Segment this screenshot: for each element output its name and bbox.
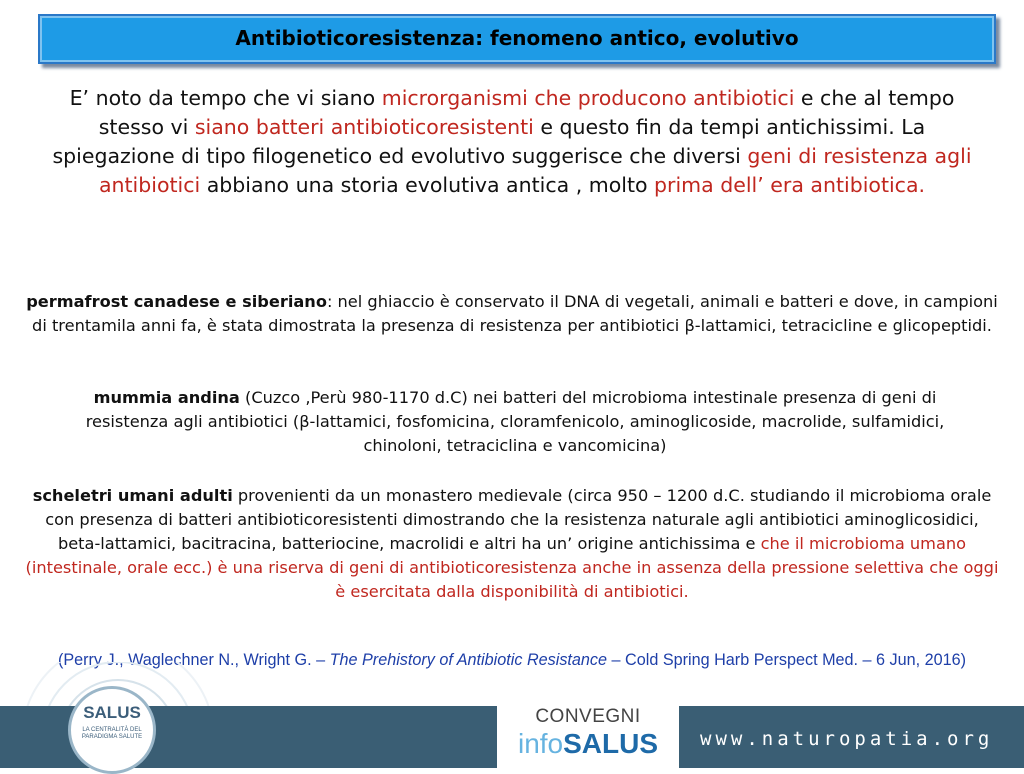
convegni-panel [497,700,679,768]
intro-highlight: siano batteri antibioticoresistenti [194,115,534,139]
skeletons-highlight: che il microbioma umano (intestinale, orale ecc.) è una riserva di geni di antibioticoresistenza anche in assenza della pressione selettiva che oggi è esercitata dalla disponibilità di antibiotici. [25,534,999,601]
reference-authors: (Perry J., Waglechner N., Wright G. – [57,651,330,669]
skeletons-paragraph [22,484,1002,604]
salus-logo [68,686,156,774]
intro-text: e che al tempo stesso vi [98,86,955,139]
website-url[interactable]: www.naturopatia.org [700,728,994,750]
infosalus-logo [497,728,679,760]
reference-title: The Prehistory of Antibiotic Resistance [329,651,608,669]
skeletons-text: provenienti da un monastero medievale (circa 950 – 1200 d.C. studiando il microbioma orale con presenza di batteri antibioticoresistenti dimostrando che la resistenza naturale agli antibiotici aminoglicosidici, beta-lattamici, bacitracina, batteriocine, macrolidi e altri ha un’ origine antichissima e [45,486,992,553]
intro-paragraph [50,84,974,200]
reference-source: – Cold Spring Harb Perspect Med. – 6 Jun, 2016) [607,651,967,669]
logo-name: SALUS [83,703,141,722]
intro-text: abbiano una storia evolutiva antica , molto [200,173,655,197]
mummy-text: (Cuzco ,Perù 980-1170 d.C) nei batteri del microbioma intestinale presenza di geni di resistenza agli antibiotici (β-lattamici, fosfomicina, cloramfenicolo, aminoglicoside, macrolide, sulfamidici, chinoloni, tetraciclina e vancomicina) [85,388,945,455]
intro-highlight: prima dell’ era antibiotica. [654,173,926,197]
mummy-heading: mummia andina [93,388,240,407]
mummy-paragraph [60,386,970,458]
permafrost-heading: permafrost canadese e siberiano [26,292,327,311]
infosalus-info: info [517,728,564,759]
intro-highlight: microrganismi che producono antibiotici [381,86,795,110]
permafrost-text: : nel ghiaccio è conservato il DNA di vegetali, animali e batteri e dove, in campioni di trentamila anni fa, è stata dimostrata la presenza di resistenza per antibiotici β-lattamici, tetracicline e glicopeptidi. [32,292,998,335]
skeletons-heading: scheletri umani adulti [32,486,233,505]
permafrost-paragraph [22,290,1002,338]
intro-highlight: geni di resistenza agli antibiotici [98,144,972,197]
slide-title: Antibioticoresistenza: fenomeno antico, evolutivo [235,26,799,50]
intro-text: e questo fin da tempi antichissimi. La spiegazione di tipo filogenetico ed evolutivo suggerisce che diversi [52,115,926,168]
intro-text: E’ noto da tempo che vi siano [69,86,382,110]
infosalus-salus: SALUS [563,728,659,759]
title-bar [38,14,996,64]
convegni-label: CONVEGNI [535,706,641,727]
logo-subtitle: LA CENTRALITÀ DEL PARADIGMA SALUTE [81,727,143,740]
